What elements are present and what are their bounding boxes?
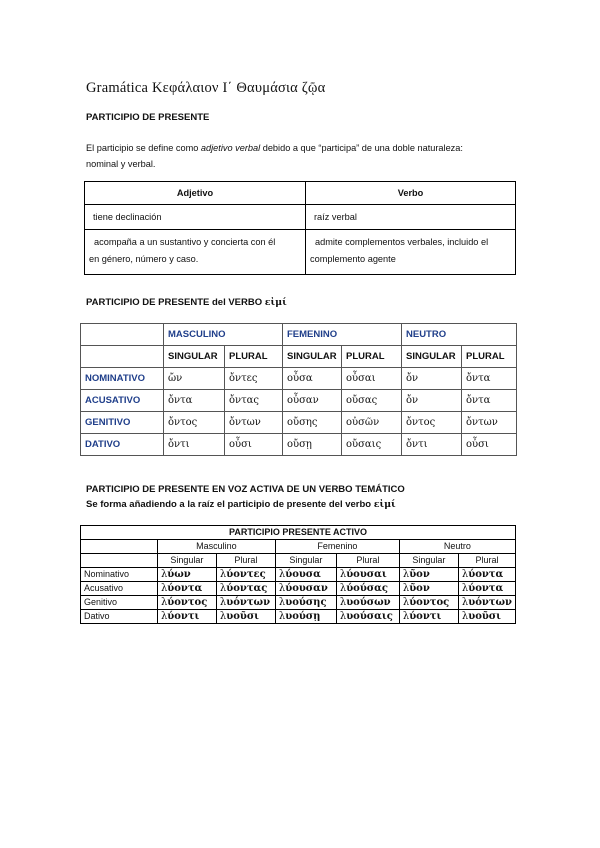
table3-gender-header: Neutro	[399, 540, 515, 554]
table2-form: οὐσῶν	[342, 412, 402, 434]
table3-case-label: Genitivo	[81, 596, 158, 610]
table3-form: λυόντων	[216, 596, 275, 610]
table2-form: οὖσι	[462, 434, 517, 456]
table2-number-header: SINGULAR	[164, 346, 225, 368]
table3-form: λύων	[157, 568, 216, 582]
table3-form: λυούσων	[336, 596, 399, 610]
table3-case-label: Acusativo	[81, 582, 158, 596]
table2-gender-header: NEUTRO	[402, 324, 517, 346]
table2-form: ὄντα	[462, 390, 517, 412]
table3-form: λύουσαν	[275, 582, 336, 596]
table2-form: οὔσῃ	[283, 434, 342, 456]
table3-form: λύούσας	[336, 582, 399, 596]
table2-form: ὄντι	[164, 434, 225, 456]
table1-text: acompaña a un sustantivo y concierta con él	[94, 237, 276, 247]
table3-number-header: Singular	[275, 554, 336, 568]
table2-form: ὄν	[402, 390, 462, 412]
subheading-text: Se forma añadiendo a la raíz el participio de presente del verbo	[86, 499, 374, 510]
table3-form: λύοντος	[399, 596, 458, 610]
table2-form: οὖσαν	[283, 390, 342, 412]
intro-text-b: debido a que “participa” de una doble naturaleza:	[260, 143, 463, 153]
table3-form: λυοῦσι	[216, 610, 275, 624]
intro-text-a: El participio se define como	[86, 143, 201, 153]
table2-form: ὄντα	[164, 390, 225, 412]
table1-text: complemento agente	[310, 254, 396, 264]
table2-form: οὔσας	[342, 390, 402, 412]
table2-form: ὄντος	[164, 412, 225, 434]
table3-gender-header: Masculino	[157, 540, 275, 554]
adjetivo-verbo-table	[84, 181, 516, 275]
table2-form: ὄντος	[402, 412, 462, 434]
eimi-participle-table	[80, 323, 517, 456]
table3-form: λύοντες	[216, 568, 275, 582]
table1-cell	[85, 230, 306, 275]
table3-number-header: Plural	[336, 554, 399, 568]
table2-form: οὔσαις	[342, 434, 402, 456]
table2-form: ὄντι	[402, 434, 462, 456]
table2-empty-cell	[81, 346, 164, 368]
table2-form: ὄν	[402, 368, 462, 390]
table3-form: λύουσαι	[336, 568, 399, 582]
table3-number-header: Plural	[458, 554, 515, 568]
table3-form: λύοντι	[399, 610, 458, 624]
table2-form: οὖσαι	[342, 368, 402, 390]
table3-form: λύοντας	[216, 582, 275, 596]
table3-form: λύοντα	[458, 582, 515, 596]
table3-number-header: Singular	[157, 554, 216, 568]
table-row	[81, 368, 517, 390]
table3-number-header: Plural	[216, 554, 275, 568]
section-heading-participio: PARTICIPIO DE PRESENTE	[86, 112, 210, 123]
table3-empty-cell	[81, 540, 158, 554]
table2-form: ὄντων	[225, 412, 283, 434]
table2-number-header: PLURAL	[225, 346, 283, 368]
table3-number-header: Singular	[399, 554, 458, 568]
table3-form: λύοντα	[157, 582, 216, 596]
heading-greek: εἰμί	[264, 297, 287, 308]
table-row	[81, 434, 517, 456]
table2-form: ὄντων	[462, 412, 517, 434]
table1-cell	[306, 230, 516, 275]
table3-title: PARTICIPIO PRESENTE ACTIVO	[81, 526, 516, 540]
table3-empty-cell	[81, 554, 158, 568]
table2-gender-header: MASCULINO	[164, 324, 283, 346]
table3-case-label: Dativo	[81, 610, 158, 624]
table2-form: ὄντας	[225, 390, 283, 412]
table2-case-label: DATIVO	[81, 434, 164, 456]
table2-number-header: PLURAL	[342, 346, 402, 368]
table1-header-adjetivo: Adjetivo	[85, 182, 306, 205]
table3-case-label: Nominativo	[81, 568, 158, 582]
table1-header-verbo: Verbo	[306, 182, 516, 205]
intro-text-line2: nominal y verbal.	[86, 159, 156, 169]
heading-text: PARTICIPIO DE PRESENTE del VERBO	[86, 297, 265, 308]
table3-form: λυούσαις	[336, 610, 399, 624]
table2-case-label: ACUSATIVO	[81, 390, 164, 412]
table2-form: οὖσα	[283, 368, 342, 390]
table2-form: ὤν	[164, 368, 225, 390]
table3-form: λύουσα	[275, 568, 336, 582]
table2-form: οὔσης	[283, 412, 342, 434]
table1-cell: tiene declinación	[85, 205, 306, 230]
table-row	[81, 412, 517, 434]
table2-form: ὄντες	[225, 368, 283, 390]
table3-form: λῦον	[399, 582, 458, 596]
table3-form: λύοντος	[157, 596, 216, 610]
table-row	[81, 390, 517, 412]
table1-text: admite complementos verbales, incluido el	[315, 237, 489, 247]
table2-case-label: GENITIVO	[81, 412, 164, 434]
table3-form: λῦον	[399, 568, 458, 582]
table3-form: λυόντων	[458, 596, 515, 610]
table3-form: λυούσῃ	[275, 610, 336, 624]
table2-form: οὖσι	[225, 434, 283, 456]
section-subheading	[86, 499, 396, 510]
table2-form: ὄντα	[462, 368, 517, 390]
table2-number-header: PLURAL	[462, 346, 517, 368]
table3-form: λύοντα	[458, 568, 515, 582]
table3-form: λυοῦσι	[458, 610, 515, 624]
table2-empty-cell	[81, 324, 164, 346]
table-row	[81, 568, 516, 582]
page-title: Gramática Κεφάλαιον Ι΄ Θαυμάσια ζῷα	[86, 80, 326, 96]
table1-text: en género, número y caso.	[89, 254, 199, 264]
section-heading-tematico: PARTICIPIO DE PRESENTE EN VOZ ACTIVA DE UN VERBO TEMÁTICO	[86, 484, 405, 495]
intro-italic: adjetivo verbal	[200, 143, 261, 153]
table3-form: λύοντι	[157, 610, 216, 624]
table2-case-label: NOMINATIVO	[81, 368, 164, 390]
table2-gender-header: FEMENINO	[283, 324, 402, 346]
section-heading-eimi	[86, 297, 287, 308]
table-row	[81, 582, 516, 596]
active-participle-table	[80, 525, 516, 624]
table3-form: λυούσης	[275, 596, 336, 610]
table-row	[81, 596, 516, 610]
table2-number-header: SINGULAR	[283, 346, 342, 368]
table-row	[81, 610, 516, 624]
table1-cell: raíz verbal	[306, 205, 516, 230]
table2-number-header: SINGULAR	[402, 346, 462, 368]
subheading-greek: εἰμί	[373, 499, 396, 510]
table3-gender-header: Femenino	[275, 540, 399, 554]
intro-paragraph	[86, 140, 526, 172]
